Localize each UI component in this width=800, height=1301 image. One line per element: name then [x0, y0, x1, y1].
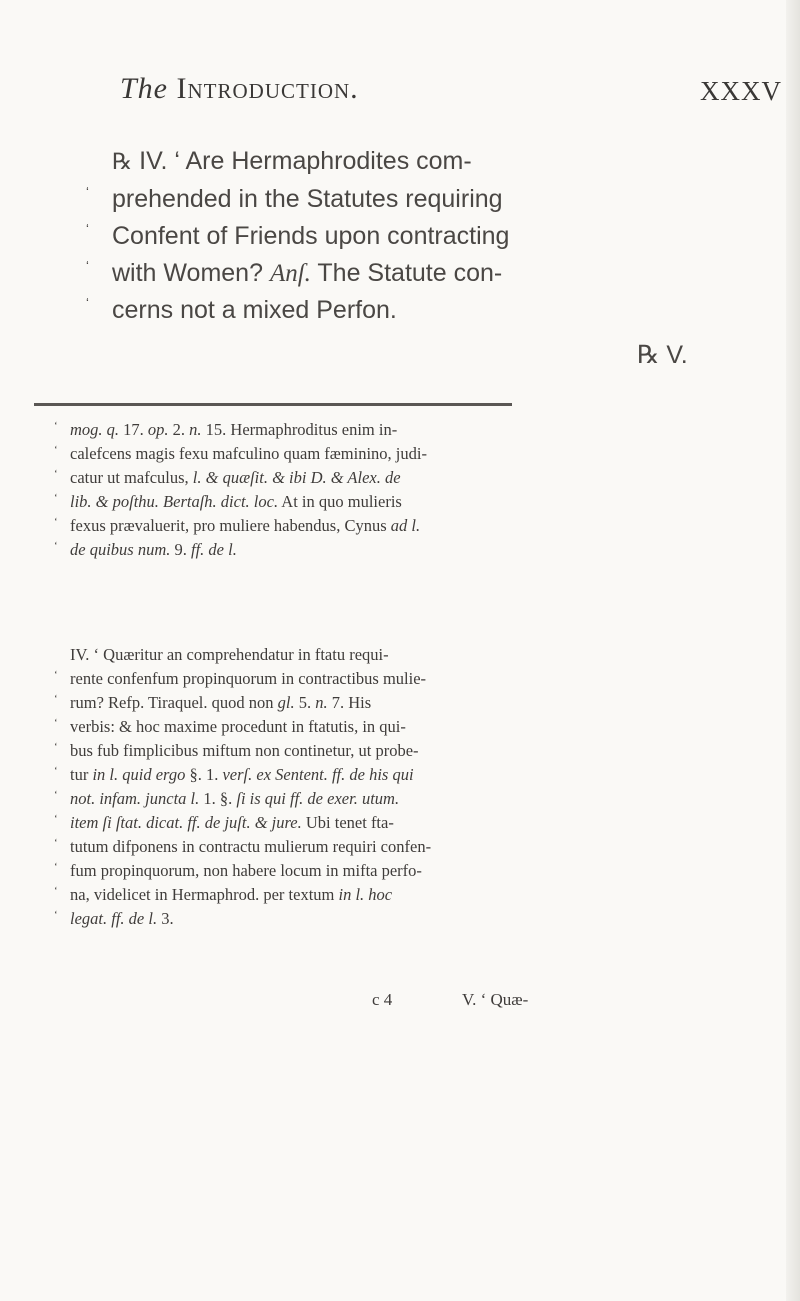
quote-mark: ‘ [54, 861, 58, 873]
page-edge [786, 0, 800, 1301]
footnote-line [54, 643, 734, 667]
text: 3. [157, 909, 174, 928]
citation: de quibus num. [70, 540, 171, 559]
footnote-block-2 [54, 643, 734, 931]
text: fexus prævaluerit, pro muliere habendus, Cynus [70, 516, 391, 535]
query-line-text: with Women? [112, 259, 270, 287]
text: rum? Refp. Tiraquel. quod non [70, 693, 278, 712]
footnote-line [54, 811, 734, 835]
footnote-line [54, 490, 734, 514]
text: 2. [168, 420, 190, 439]
query-line-text: cerns not a mixed Perfon. [112, 296, 397, 324]
query-text [86, 143, 726, 329]
footnote-line [54, 739, 734, 763]
text: 9. [170, 540, 191, 559]
query-line [86, 143, 726, 181]
citation: l. & quæſit. & ibi D. & Alex. de [192, 468, 401, 487]
query-line-text: Confent of Friends upon contracting [112, 222, 510, 250]
footnote-line [54, 667, 734, 691]
citation: item ſi ſtat. dicat. ff. de juſt. & jure. [70, 813, 302, 832]
text: IV. ‘ Quæritur an comprehendatur in ftatu requi- [70, 645, 389, 664]
footnote-block-1 [54, 418, 734, 562]
footnote-line [54, 835, 734, 859]
footnote-line [54, 787, 734, 811]
citation: in l. hoc [338, 885, 393, 904]
quote-mark: ‘ [86, 221, 89, 236]
query-number: IV. [139, 147, 168, 175]
next-query-catchword: ℞ V. [637, 341, 688, 369]
citation: ſi is qui ff. de exer. utum. [236, 789, 400, 808]
quote-mark: ‘ [86, 184, 89, 199]
query-line-text: The Statute con- [310, 259, 503, 287]
text: catur ut mafculus, [70, 468, 193, 487]
running-title-word: Introduction [176, 72, 351, 105]
quote-mark: ‘ [54, 813, 58, 825]
query-line [86, 218, 726, 255]
quote-mark: ‘ [54, 540, 58, 552]
citation: mog. [70, 420, 103, 439]
text: 1. §. [199, 789, 237, 808]
footnote-line [54, 418, 734, 442]
text: At in quo mulieris [278, 492, 402, 511]
quote-mark: ‘ [54, 837, 58, 849]
quote-mark: ‘ [54, 885, 58, 897]
citation: not. infam. juncta l. [70, 789, 200, 808]
footnote-line [54, 907, 734, 931]
quote-mark: ‘ [54, 516, 58, 528]
signature-mark: c 4 [372, 990, 393, 1009]
text: fum propinquorum, non habere locum in mifta perfo- [70, 861, 422, 880]
text: rente confenfum propinquorum in contractibus mulie- [70, 669, 427, 688]
running-title-punct: . [350, 72, 359, 105]
footnote-line [54, 883, 734, 907]
citation: in l. quid ergo [92, 765, 186, 784]
text: calefcens magis fexu mafculino quam fæminino, judi- [70, 444, 427, 463]
quote-mark: ‘ [54, 789, 58, 801]
citation: n. [315, 693, 328, 712]
quote-mark: ‘ [54, 468, 58, 480]
footnote-rule [34, 403, 512, 406]
citation: ad l. [390, 516, 421, 535]
quote-mark: ‘ [54, 420, 58, 432]
text: 5. [294, 693, 316, 712]
text: 15. Hermaphroditus enim in- [201, 420, 398, 439]
query-line [86, 181, 726, 218]
footnote-line [54, 538, 734, 562]
quote-mark: ‘ [54, 741, 58, 753]
quote-mark: ‘ [86, 295, 89, 310]
citation: gl. [277, 693, 295, 712]
citation: op. [147, 420, 169, 439]
footnote-line [54, 715, 734, 739]
running-title [120, 72, 359, 106]
text: tur [70, 765, 93, 784]
quote-mark: ‘ [86, 258, 89, 273]
citation: lib. & poſthu. Bertaſh. dict. loc. [70, 492, 279, 511]
query-line-text: prehended in the Statutes requiring [112, 185, 503, 213]
citation: n. [189, 420, 202, 439]
text: 17. [119, 420, 148, 439]
footnote-line [54, 466, 734, 490]
query-line [86, 292, 726, 329]
quote-mark: ‘ [54, 444, 58, 456]
text: verbis: & hoc maxime procedunt in ftatutis, in qui- [70, 717, 406, 736]
footnote-line [54, 442, 734, 466]
running-title-the: The [120, 72, 168, 105]
quote-mark: ‘ [54, 909, 58, 921]
query-line [86, 255, 726, 292]
catchword: V. ‘ Quæ- [462, 990, 529, 1009]
quote-mark: ‘ [54, 669, 58, 681]
text: bus fub fimplicibus miftum non continetur, ut probe- [70, 741, 419, 760]
text: tutum difponens in contractu mulierum requiri confen- [70, 837, 432, 856]
footnote-line [54, 514, 734, 538]
citation: ff. de l. [191, 540, 237, 559]
footnote-line [54, 691, 734, 715]
text: §. 1. [185, 765, 223, 784]
running-header [0, 72, 800, 112]
text: 7. His [327, 693, 372, 712]
quote-mark: ‘ [54, 492, 58, 504]
query-quote: ‘ [174, 147, 180, 175]
page-number: XXXV [700, 76, 782, 106]
quote-mark: ‘ [54, 765, 58, 777]
citation: verſ. ex Sentent. ff. de his qui [222, 765, 414, 784]
citation: q. [106, 420, 120, 439]
citation: legat. ff. de l. [70, 909, 158, 928]
footnote-line [54, 859, 734, 883]
text: na, videlicet in Hermaphrod. per textum [70, 885, 339, 904]
query-mark: ℞ [112, 149, 133, 175]
answer-label: Anſ. [269, 260, 311, 287]
text: Ubi tenet fta- [301, 813, 394, 832]
quote-mark: ‘ [54, 717, 58, 729]
footnote-line [54, 763, 734, 787]
query-line-text: Are Hermaphrodites com- [185, 147, 472, 175]
quote-mark: ‘ [54, 693, 58, 705]
